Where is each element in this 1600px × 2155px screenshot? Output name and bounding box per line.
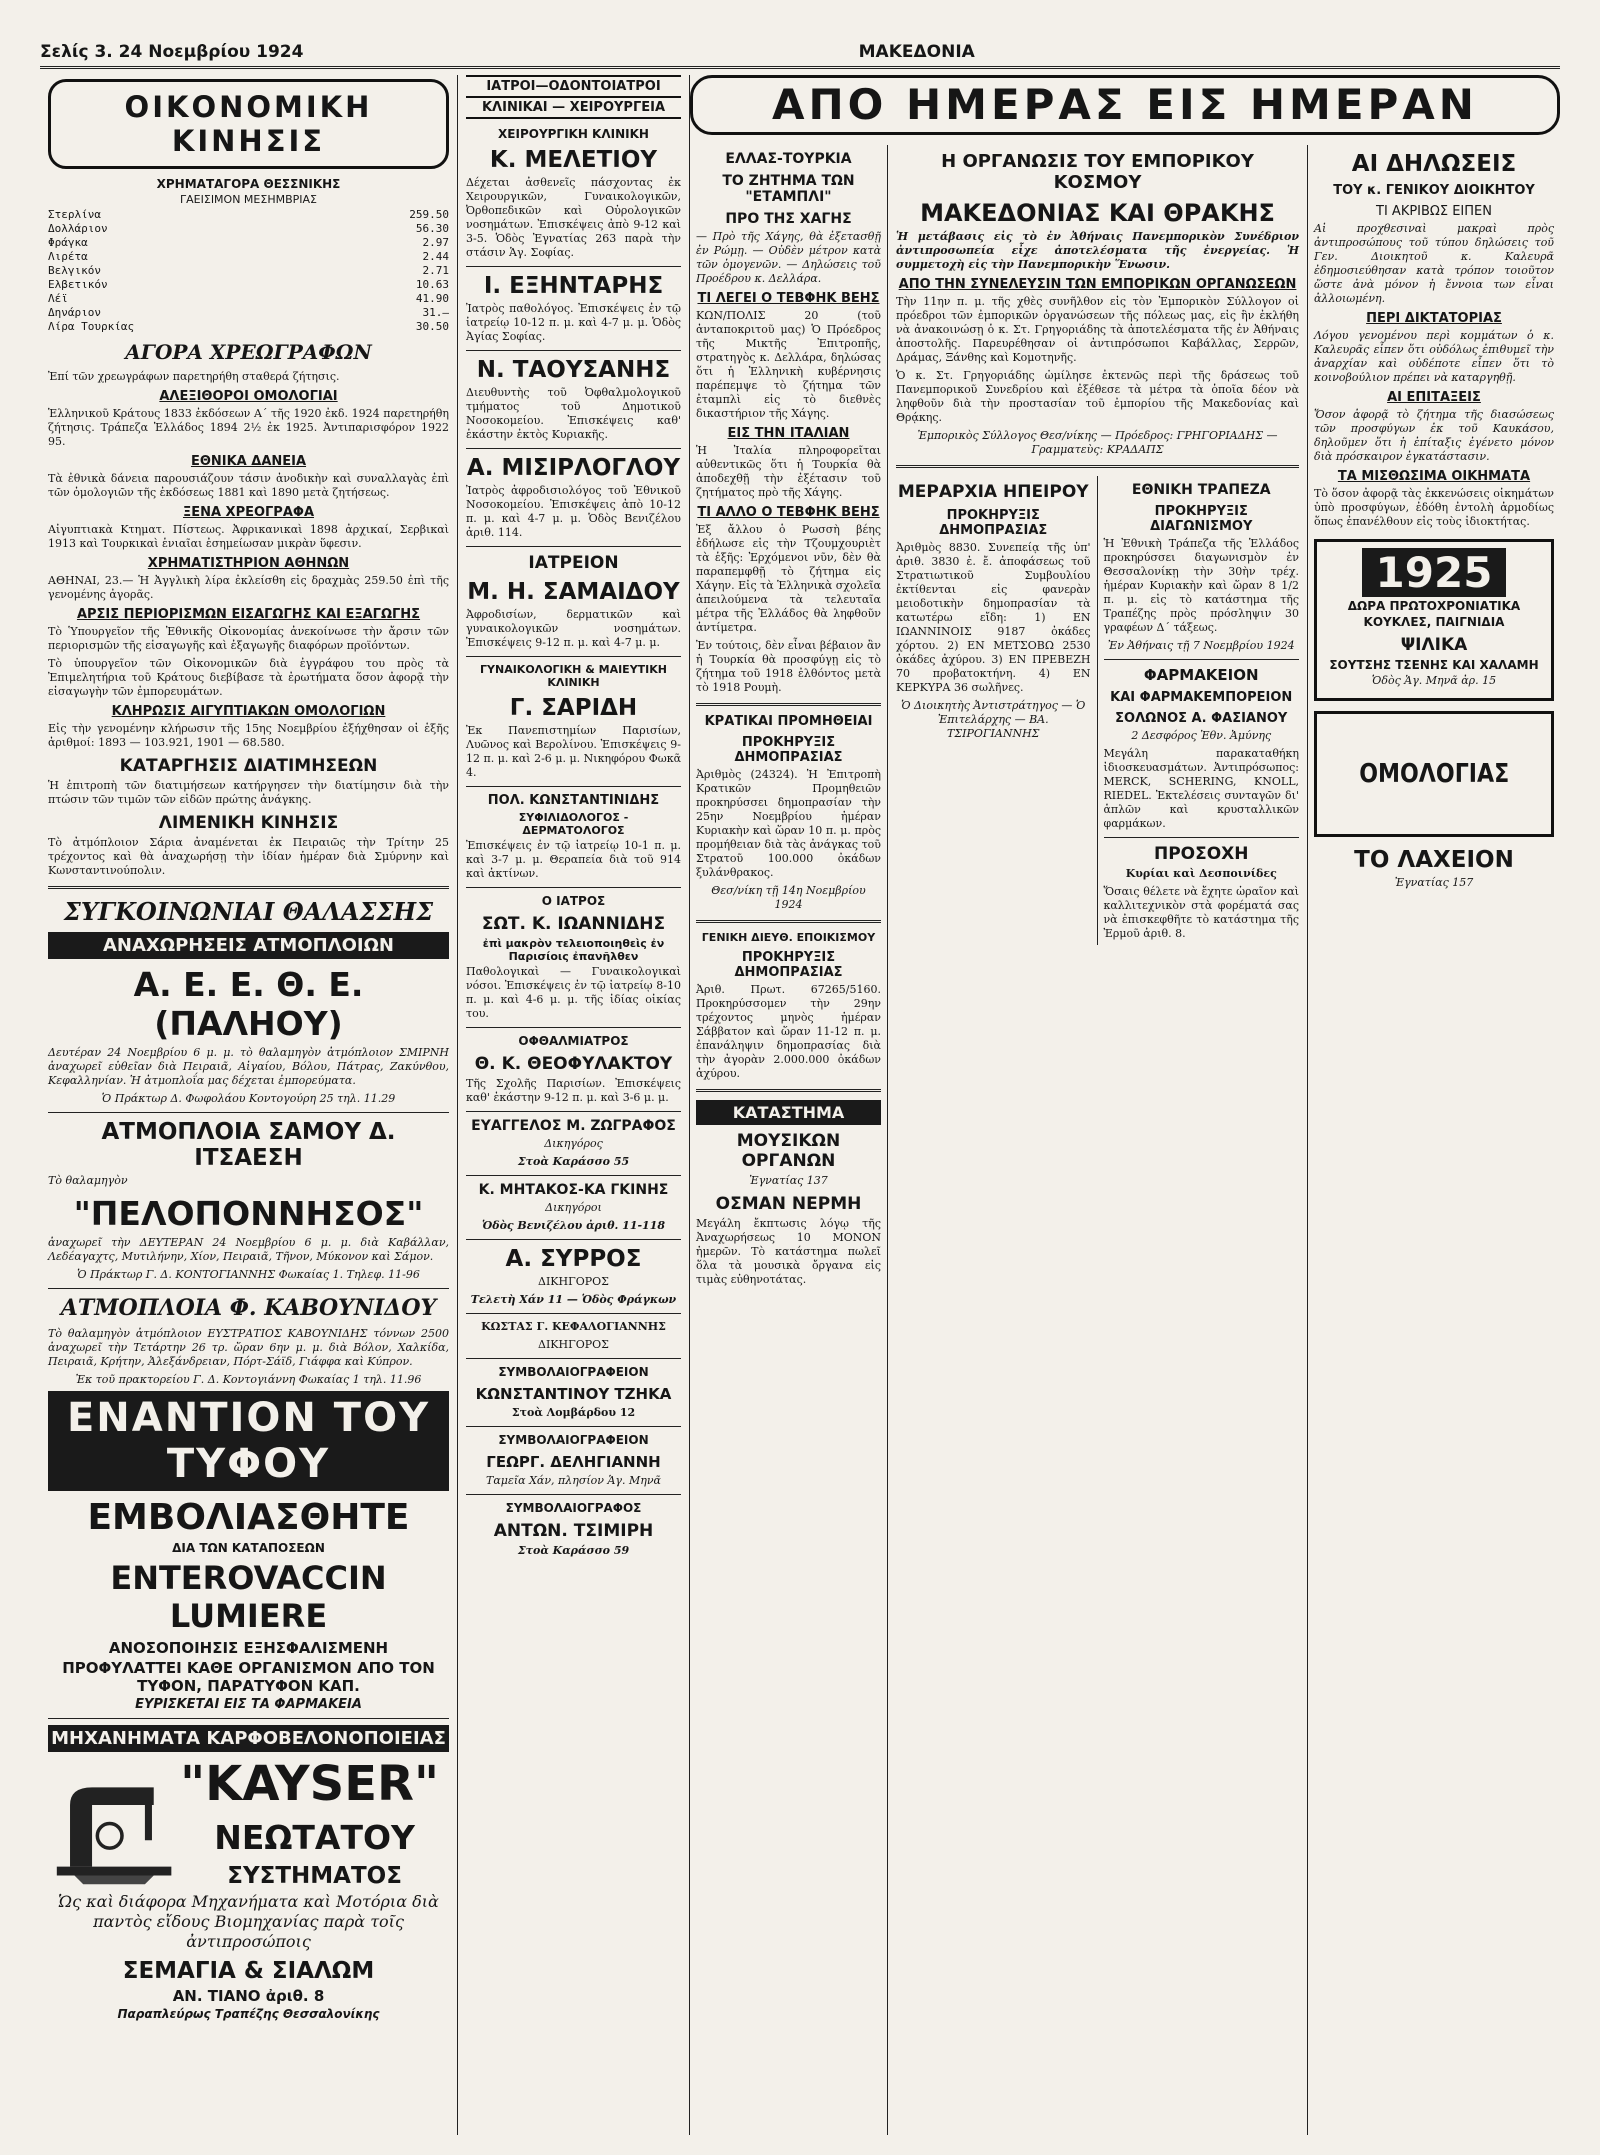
sygk-title: ΣΥΓΚΟΙΝΩΝΙΑΙ ΘΑΛΑΣΣΗΣ: [63, 897, 434, 926]
aeeth-title: Α. Ε. Ε. Θ. Ε. (ΠΑΛΗΟΥ): [133, 965, 364, 1043]
ipeirou-sub: ΠΡΟΚΗΡΥΞΙΣ ΔΗΜΟΠΡΑΣΙΑΣ: [939, 508, 1048, 538]
divider: [48, 886, 449, 889]
ad-1925-text3: ΨΙΛΙΚΑ: [1400, 635, 1468, 655]
organ-text2: Ὁ κ. Στ. Γρηγοριάδης ὡμίλησε ἐκτενῶς περὶ τῆς δράσεως τοῦ Πανεμπορικοῦ Συνεδρίου καὶ ἐξέθεσε τὰ μέτρα τὰ ὁποῖα δέον νὰ ληφθοῦν διὰ τὴν προστασίαν τοῦ ἐμπορίου τῆς Μακεδονίας καὶ Θρᾴκης.: [896, 369, 1299, 424]
allo-text2: Ἐν τούτοις, δὲν εἶναι βέβαιον ἂν ἡ Τουρκία θὰ προσφύγῃ εἰς τὸ ζήτημα τοῦ 1918 ἐλθόντος μετὰ τὸ 1918 Ρουμὴ.: [696, 639, 881, 694]
divider: [466, 1175, 681, 1176]
gr-tr-sub2: ΠΡΟ ΤΗΣ ΧΑΓΗΣ: [725, 211, 852, 227]
divider: [466, 350, 681, 351]
rate-row: [48, 278, 449, 292]
news-col-a: [690, 145, 888, 2135]
rate-name: Στερλίνα: [48, 208, 101, 221]
prosoxi-text: Ὅσαις θέλετε νὰ ἔχητε ὡραῖον καὶ καλλιτεχνικὸν στὰ φορέματά σας νὰ ἐπισκεφθῆτε τὸ κατάστημα τῆς Ἐρμοῦ ἀριθ. 8.: [1103, 885, 1299, 940]
dilos-text: Αἱ προχθεσιναὶ μακραὶ πρὸς ἀντιπροσώπους τοῦ τύπου δηλώσεις τοῦ Γεν. Διοικητοῦ κ. Καλευρᾶ ἐδημοσιεύθησαν κατὰ τρόπον τοιοῦτον ὥστε ἀνὰ μόνον ἡ ἔννοια των εἶναι ἀλλοιωμένη.: [1314, 222, 1554, 305]
pharm-sub: ΚΑΙ ΦΑΡΜΑΚΕΜΠΟΡΕΙΟΝ: [1110, 690, 1293, 705]
dilos-sub: ΤΟΥ κ. ΓΕΝΙΚΟΥ ΔΙΟΙΚΗΤΟΥ: [1333, 183, 1535, 198]
kliroseis-text: Εἰς τὴν γενομένην κλήρωσιν τῆς 15ης Νοεμβρίου ἐξήχθησαν οἱ ἑξῆς ἀριθμοί: 1893 — 103.921, 1901 — 68.580.: [48, 722, 449, 749]
mixan-title: ΜΗΧΑΝΗΜΑΤΑ ΚΑΡΦΟΒΕΛΟΝΟΠΟΙΕΙΑΣ: [48, 1725, 449, 1752]
mixan-text: Ὡς καὶ διάφορα Μηχανήματα καὶ Μοτόρια διὰ παντὸς εἴδους Βιομηχανίας παρὰ τοῖς ἀντιπροσώποις: [58, 1892, 439, 1951]
kavoun-text: Τὸ θαλαμηγὸν ἀτμόπλοιον ΕΥΣΤΡΑΤΙΟΣ ΚΑΒΟΥΝΙΔΗΣ τόννων 2500 ἀναχωρεῖ τὴν Τετάρτην 26 τρ. ὥραν 6ην μ. μ. διὰ Βόλον, Χαλκίδα, Πειραιᾶ, Κρήτην, Ἀλεξάνδρειαν, Πόρτ-Σάϊδ, Γιάφφα καὶ Κύπρον.: [48, 1327, 449, 1368]
rate-row: [48, 292, 449, 306]
rate-name: Λιρέτα: [48, 250, 88, 263]
organ-title: Η ΟΡΓΑΝΩΣΙΣ ΤΟΥ ΕΜΠΟΡΙΚΟΥ ΚΟΣΜΟΥ: [941, 151, 1254, 193]
zografos: ΕΥΑΓΓΕΛΟΣ Μ. ΖΩΓΡΑΦΟΣ: [471, 1118, 676, 1134]
ethnika-title: ΕΘΝΙΚΑ ΔΑΝΕΙΑ: [190, 454, 307, 469]
katastima-sub: ΜΟΥΣΙΚΩΝ ΟΡΓΑΝΩΝ: [736, 1131, 841, 1171]
agora-title: ΑΓΟΡΑ ΧΡΕΩΓΡΑΦΩΝ: [125, 340, 372, 364]
epitaxeis-text: Ὅσον ἀφορᾷ τὸ ζήτημα τῆς διασώσεως τῶν προσφύγων ἐκ τοῦ Καυκάσου, δηλοῦμεν ὅτι ἡ ἐπίταξις ἐγένετο μόνον διὰ πρόσκαιρον ἐγκατάστασιν.: [1314, 408, 1554, 463]
saridi-sub: ΓΥΝΑΙΚΟΛΟΓΙΚΗ & ΜΑΙΕΥΤΙΚΗ ΚΛΙΝΙΚΗ: [480, 663, 667, 689]
arsis-title: ΑΡΣΙΣ ΠΕΡΙΟΡΙΣΜΩΝ ΕΙΣΑΓΩΓΗΣ ΚΑΙ ΕΞΑΓΩΓΗΣ: [76, 607, 421, 622]
divider: [466, 266, 681, 267]
allo-title: ΤΙ ΑΛΛΟ Ο ΤΕΒΦΗΚ ΒΕΗΣ: [697, 505, 880, 520]
exintaris: Ι. ΕΞΗΝΤΑΡΗΣ: [483, 273, 664, 299]
tsimiri-addr: Στοὰ Καράσσο 59: [517, 1544, 630, 1557]
rate-value: 30.50: [415, 320, 449, 333]
emvol-title: ΕΜΒΟΛΙΑΣΘΗΤΕ: [87, 1497, 410, 1538]
organ-h3: ΑΠΟ ΤΗΝ ΣΥΝΕΛΕΥΣΙΝ ΤΩΝ ΕΜΠΟΡΙΚΩΝ ΟΡΓΑΝΩΣΕΩΝ: [898, 277, 1297, 292]
syrros: Α. ΣΥΡΡΟΣ: [505, 1246, 642, 1272]
geniki-title: ΓΕΝΙΚΗ ΔΙΕΥΘ. ΕΠΟΙΚΙΣΜΟΥ: [701, 931, 876, 944]
katastima-owner: ΟΣΜΑΝ ΝΕΡΜΗ: [715, 1194, 862, 1214]
news-col-b: [888, 145, 1308, 2135]
ad-1925-owner: ΣΟΥΤΣΗΣ ΤΣΕΝΗΣ ΚΑΙ ΧΑΛΑΜΗ: [1329, 658, 1539, 672]
lachnion: ΤΟ ΛΑΧΕΙΟΝ: [1354, 847, 1514, 873]
lumiere-title: ENTEROVACCIN LUMIERE: [110, 1559, 387, 1635]
exchange-title: ΧΡΗΜΑΤΑΓΟΡΑ ΘΕΣΣΝΙΚΗΣ: [156, 177, 341, 191]
rate-row: [48, 250, 449, 264]
misirloglou-text: Ἰατρὸς ἀφροδισιολόγος τοῦ Ἐθνικοῦ Νοσοκομείου. Ἐπισκέψεις ἀπὸ 10-12 π. μ. καὶ 4-7 μ. μ. Ὁδὸς Βενιζέλου ἀριθ. 114.: [466, 484, 681, 539]
kavoun-title: ΑΤΜΟΠΛΟΙΑ Φ. ΚΑΒΟΥΝΙΔΟΥ: [60, 1295, 437, 1321]
theofylaktou: Θ. Κ. ΘΕΟΦΥΛΑΚΤΟΥ: [474, 1054, 673, 1074]
rate-value: 2.44: [422, 250, 449, 263]
kratikon-place: Θεσ/νίκη τῇ 14η Νοεμβρίου 1924: [711, 884, 866, 911]
kratikon-sub: ΠΡΟΚΗΡΥΞΙΣ ΔΗΜΟΠΡΑΣΙΑΣ: [734, 735, 843, 765]
mitakos: Κ. ΜΗΤΑΚΟΣ-ΚΑ ΓΚΙΝΗΣ: [478, 1182, 669, 1198]
masthead: [40, 22, 1560, 69]
diktat-text: Λόγου γενομένου περὶ κομμάτων ὁ κ. Καλευρᾶς εἶπεν ὅτι οὐδόλως ἐπιθυμεῖ τὴν ἀναρχίαν καὶ οὐδέποτε εἶπεν ὅτι τὸ κοινοβούλιον πρέπει νὰ καταργηθῇ.: [1314, 329, 1554, 384]
news-col-c: [1308, 145, 1560, 2135]
rate-name: Βελγικόν: [48, 264, 101, 277]
notices-row: [896, 476, 1299, 945]
rate-name: Λέϊ: [48, 292, 68, 305]
samos-agent: Ὁ Πράκτωρ Γ. Δ. ΚΟΝΤΟΓΙΑΝΝΗΣ Φωκαίας 1. Τηλεφ. 11-96: [77, 1268, 420, 1281]
issue-date: Σελίς 3. 24 Νοεμβρίου 1924: [40, 42, 304, 62]
samos-sub: Τὸ θαλαμηγὸν: [48, 1174, 128, 1187]
deligiannis: ΓΕΩΡΓ. ΔΕΛΗΓΙΑΝΝΗ: [486, 1453, 661, 1471]
agora-text: Ἐπί τῶν χρεωγράφων παρετηρήθη σταθερά ζήτησις.: [48, 370, 340, 383]
symv2: ΣΥΜΒΟΛΑΙΟΓΡΑΦΕΙΟΝ: [498, 1433, 649, 1447]
kavoun-agent: Ἐκ τοῦ πρακτορείου Γ. Δ. Κοντογιάννη Φωκαίας 1 τηλ. 11.96: [75, 1373, 422, 1386]
kefalogiannis: ΚΩΣΤΑΣ Γ. ΚΕΦΑΛΟΓΙΑΝΝΗΣ: [481, 1320, 666, 1333]
limeniki-text: Τὸ ἀτμόπλοιον Σάρια ἀναμένεται ἐκ Πειραιῶς τὴν Τρίτην 25 τρέχοντος καὶ θὰ ἀναχωρήσῃ τὴν ἰδίαν ἡμέραν διὰ Σμύρνην καὶ Κωνσταντινούπολιν.: [48, 836, 449, 877]
economy-banner: ΟΙΚΟΝΟΜΙΚΗ ΚΙΝΗΣΙΣ: [48, 79, 449, 169]
divider: [896, 465, 1299, 468]
rate-value: 2.97: [422, 236, 449, 249]
limeniki-title: ΛΙΜΕΝΙΚΗ ΚΙΝΗΣΙΣ: [158, 813, 339, 833]
tsimiri: ΑΝΤΩΝ. ΤΣΙΜΙΡΗ: [493, 1521, 654, 1541]
kataposeis: ΔΙΑ ΤΩΝ ΚΑΤΑΠΟΣΕΩΝ: [172, 1541, 325, 1555]
konst-sub: ΣΥΦΙΛΙΔΟΛΟΓΟΣ - ΔΕΡΜΑΤΟΛΟΓΟΣ: [518, 811, 629, 837]
organ-text: Τὴν 11ην π. μ. τῆς χθὲς συνῆλθον εἰς τὸν Ἐμπορικὸν Σύλλογον οἱ πρόεδροι τῶν ἐμπορικῶν ὀργανώσεων τῆς πόλεως μας, εἰς ἣν ἐκλήθη νὰ ἀνακοινώσῃ ὁ κ. Στ. Γρηγοριάδης τὰ ἀποτελέσματα τῆς ἐν Ἀθήναις ἀποστολῆς. Παρευρέθησαν οἱ ἀντιπρόσωποι Καβάλλας, Σερρῶν, Δράμας, Ξάνθης καὶ Κομοτηνῆς.: [896, 295, 1299, 364]
semagia-addr: Παραπλεύρως Τραπέζης Θεσσαλονίκης: [117, 2007, 380, 2021]
arsis-text: Τὸ Ὑπουργεῖον τῆς Ἐθνικῆς Οἰκονομίας ἀνεκοίνωσε τὴν ἄρσιν τῶν περιορισμῶν τῆς εἰσαγωγῆς καὶ ἐξαγωγῆς διαφόρων προϊόντων.: [48, 625, 449, 652]
athens-text: ΑΘΗΝΑΙ, 23.— Ἡ Ἀγγλικὴ λίρα ἐκλείσθη εἰς δραχμὰς 259.50 ἐπὶ τῆς γενομένης ἀγορᾶς.: [48, 574, 449, 601]
katastima-title: ΚΑΤΑΣΤΗΜΑ: [696, 1100, 881, 1125]
alex-title: ΑΛΕΞΙΘΟΡΟΙ ΟΜΟΛΟΓΙΑΙ: [159, 389, 338, 404]
ioannidis-sub: ἐπὶ μακρὸν τελειοποιηθεὶς ἐν Παρισίοις ἐπανῆλθεν: [482, 937, 665, 963]
tiano: ΑΝ. ΤΙΑΝΟ ἀριθ. 8: [172, 1987, 325, 2005]
katargisis-text: Ἡ ἐπιτροπὴ τῶν διατιμήσεων κατήργησεν τὴν διατίμησιν διὰ τὴν πτώσιν τῶν τιμῶν τῶν εἰδῶν πρώτης ἀνάγκης.: [48, 779, 449, 806]
ipeirou-text: Ἀριθμὸς 8830. Συνεπείᾳ τῆς ὑπ' ἀριθ. 3830 ἐ. ἔ. ἀποφάσεως τοῦ Στρατιωτικοῦ Συμβουλίου ἐκτίθενται εἰς φανερὰν μειοδοτικὴν δημοπρασίαν τὰ κατωτέρω εἴδη: 1) ΕΝ ΙΩΑΝΝΙΝΟΙΣ 9187 ὀκάδες χόρτου. 2) ΕΝ ΜΕΤΣΟΒΩ 2530 ὀκάδες ἀχύρου. 3) ΕΝ ΠΡΕΒΕΖΗ 70 προβατοκτήνη. 4) ΕΝ ΚΕΡΚΥΡΑ 36 σωλῆνες.: [896, 541, 1091, 694]
ethniki-block: [1098, 476, 1300, 945]
divider: [466, 1494, 681, 1495]
rate-row: [48, 222, 449, 236]
pharm-title: ΦΑΡΜΑΚΕΙΟΝ: [1143, 666, 1259, 684]
divider: [466, 656, 681, 657]
iatros: Ο ΙΑΤΡΟΣ: [541, 894, 606, 908]
misirloglou: Α. ΜΙΣΙΡΛΟΓΛΟΥ: [466, 455, 681, 481]
zografos-addr: Στοὰ Καράσσο 55: [517, 1155, 630, 1168]
ad-1925: [1314, 539, 1554, 701]
dilos-title: ΑΙ ΔΗΛΩΣΕΙΣ: [1351, 151, 1517, 177]
rate-value: 56.30: [415, 222, 449, 235]
konst-text: Ἐπισκέψεις ἐν τῷ ἰατρείῳ 10-1 π. μ. καὶ 3-7 μ. μ. Θεραπεία διὰ τοῦ 914 καὶ ἀκτίνων.: [466, 839, 681, 880]
samos-title: ΑΤΜΟΠΛΟΙΑ ΣΑΜΟΥ Δ. ΙΤΣΑΕΣΗ: [101, 1119, 396, 1171]
dilos-sub2: ΤΙ ΑΚΡΙΒΩΣ ΕΙΠΕΝ: [1376, 204, 1492, 219]
ethniki-sub: ΠΡΟΚΗΡΥΞΙΣ ΔΙΑΓΩΝΙΣΜΟΥ: [1150, 504, 1253, 534]
italia-text: Ἡ Ἰταλία πληροφορεῖται αὐθεντικῶς ὅτι ἡ Τουρκία θὰ ἀποδεχθῇ τὴν ἐξέτασιν τοῦ ζητήματος πρὸ τῆς Χάγης.: [696, 444, 881, 499]
pharm-owner: ΣΟΛΩΝΟΣ Α. ΦΑΣΙΑΝΟΥ: [1115, 711, 1288, 726]
meletiou-text: Δέχεται ἀσθενεῖς πάσχοντας ἐκ Χειρουργικῶν, Γυναικολογικῶν, Ὀρθοπεδικῶν καὶ Οὐρολογικῶν νοσημάτων. Ἐπισκέψεις ἀπὸ 9-12 καὶ 3-5. Ὁδὸς Ἐγνατίας 263 παρὰ τὴν στάσιν Ἁγ. Σοφίας.: [466, 176, 681, 259]
kayser-brand: "KAYSER": [180, 1756, 439, 1812]
pharm-text: Μεγάλη παρακαταθήκη ἰδιοσκευασμάτων. Ἀντιπρόσωπος: MERCK, SCHERING, KNOLL, RIEDEL. Ἐκτελέσεις συνταγῶν δι' ἁπλῶν καὶ κρυσταλλικῶν φαρμάκων.: [1103, 747, 1299, 830]
ioannidis-text: Παθολογικαὶ — Γυναικολογικαὶ νόσοι. Ἐπισκέψεις ἐν τῷ ἰατρείῳ 8-10 π. μ. καὶ 4-6 μ. μ. τῆς ἰδίας οἰκίας του.: [466, 965, 681, 1020]
divider: [466, 1358, 681, 1359]
divider: [466, 1111, 681, 1112]
anosopoiisis: ΑΝΟΣΟΠΟΙΗΣΙΣ ΕΞΗΣΦΑΛΙΣΜΕΝΗ: [108, 1639, 389, 1657]
rate-value: 10.63: [415, 278, 449, 291]
column-doctors: [458, 75, 690, 2135]
epitaxeis-title: ΑΙ ΕΠΙΤΑΞΕΙΣ: [1387, 390, 1481, 405]
profylattei: ΠΡΟΦΥΛΑΤΤΕΙ ΚΑΘΕ ΟΡΓΑΝΙΣΜΟΝ ΑΠΟ ΤΟΝ ΤΥΦΟΝ, ΠΑΡΑΤΥΦΟΝ ΚΑΠ.: [62, 1659, 435, 1695]
sewing-machine-icon: [48, 1762, 180, 1892]
divider: [48, 1718, 449, 1719]
doctors-header-1: ΙΑΤΡΟΙ—ΟΔΟΝΤΟΙΑΤΡΟΙ: [466, 75, 681, 98]
ipeirou-block: [896, 476, 1098, 945]
rate-name: Λίρα Τουρκίας: [48, 320, 135, 333]
semagia: ΣΕΜΑΓΙΑ & ΣΙΑΛΩΜ: [122, 1958, 375, 1984]
doctors-header-2: ΚΛΙΝΙΚΑΙ — ΧΕΙΡΟΥΡΓΕΙΑ: [466, 98, 681, 119]
ophth-title: ΟΦΘΑΛΜΙΑΤΡΟΣ: [518, 1034, 629, 1048]
konst-title: ΠΟΛ. ΚΩΝΣΤΑΝΤΙΝΙΔΗΣ: [487, 793, 660, 808]
diktat-title: ΠΕΡΙ ΔΙΚΤΑΤΟΡΙΑΣ: [1366, 311, 1502, 326]
ad-1925-text: ΔΩΡΑ ΠΡΩΤΟΧΡΟΝΙΑΤΙΚΑ: [1347, 599, 1521, 613]
rate-value: 2.71: [422, 264, 449, 277]
exchange-subtitle: ΓΑΕΙΣΙΜΟΝ ΜΕΣΗΜΒΡΙΑΣ: [180, 193, 317, 206]
divider: [1104, 837, 1300, 838]
aeeth-text: Δευτέραν 24 Νοεμβρίου 6 μ. μ. τὸ θαλαμηγὸν ἀτμόπλοιον ΣΜΙΡΝΗ ἀναχωρεῖ εὐθεῖαν διὰ Πειραιᾶ, Αἰγαίου, Βόλου, Πάτρας, Ζακύνθου, Κεφαλληνίαν. Ἡ ἀτμοπλοΐα μας δέχεται ἐμπορεύματα.: [48, 1046, 449, 1087]
kratikon-title: ΚΡΑΤΙΚΑΙ ΠΡΟΜΗΘΕΙΑΙ: [704, 714, 873, 729]
divider: [48, 1288, 449, 1289]
divider: [466, 1426, 681, 1427]
allo-text: Ἐξ ἄλλου ὁ Ρωσσὴ βέης ἐδήλωσε εἰς τὴν Τζουμχουριὲτ τὰ ἑξῆς: Ἐρχόμενοι νῦν, δὲν θὰ παραπεμφθῇ τὸ ζήτημα εἰς Χάγην. Εἰς τὰ Ἑλληνικὰ σχολεῖα ἀπειλούμενα τὰ τελευταῖα μέτρα τῆς Ἑλλάδος θὰ ληφθοῦν ἀντίμετρα.: [696, 523, 881, 634]
kratikon-text: Ἀριθμὸς (24324). Ἡ Ἐπιτροπὴ Κρατικῶν Προμηθειῶν προκηρύσσει δημοπρασίαν τὴν 25ην Νοεμβρίου ἡμέραν Κυριακὴν καὶ ὥραν 10 π. μ. πρὸς προμήθειαν διὰ τὰς ἀνάγκας τοῦ Στρατοῦ 100.000 ὀκάδων ξυλάνθρακος.: [696, 768, 881, 879]
deligiannis-addr: Ταμεῖα Χάν, πλησίον Ἁγ. Μηνᾶ: [486, 1474, 661, 1487]
samos-text: ἀναχωρεῖ τὴν ΔΕΥΤΕΡΑΝ 24 Νοεμβρίου 6 μ. μ. διὰ Καβάλλαν, Λεδέαγαχτς, Μυτιλήνην, Χίον, Πειραιᾶ, Τῆνον, Μύκονον καὶ Σάμον.: [48, 1236, 449, 1263]
divider: [696, 1089, 881, 1092]
ethnika-text: Τὰ ἐθνικὰ δάνεια παρουσιάζουν τάσιν ἀνοδικὴν καὶ συναλλαγὰς ἐπὶ τῶν ὁμολογιῶν τῆς ἐκδόσεως 1881 καὶ 1890 μετὰ ζητήσεως.: [48, 472, 449, 499]
neotatou: ΝΕΩΤΑΤΟΥ: [214, 1818, 415, 1857]
mitakos-addr: Ὁδὸς Βενιζέλου ἀριθ. 11-118: [481, 1219, 666, 1232]
rate-name: Ελβετικόν: [48, 278, 108, 291]
divider: [1104, 659, 1300, 660]
geniki-text: Ἀριθ. Πρωτ. 67265/5160. Προκηρύσσομεν τὴν 29ην τρέχοντος μηνὸς ἡμέραν Σάββατον καὶ ὥραν 11-12 π. μ. ἐπανάληψιν δημοπρασίας διὰ τὴν ἀγορὰν 2.000.000 ὀκάδων ἀχύρου.: [696, 983, 881, 1080]
ioannidis: ΣΩΤ. Κ. ΙΩΑΝΝΙΔΗΣ: [481, 914, 666, 934]
ad-1925-year: 1925: [1362, 548, 1507, 597]
newspaper-title: ΜΑΚΕΔΟΝΙΑ: [858, 42, 975, 62]
alex-text: Ἑλληνικοῦ Κράτους 1833 ἐκδόσεων Α΄ τῆς 1920 ἐκδ. 1924 παρετηρήθη ζήτησις. Τράπεζα Ἑλλάδος 1894 2½ ἐκ 1925. Ἀντιπαρισφόρον 1922 95.: [48, 407, 449, 448]
gr-tr-title: ΕΛΛΑΣ-ΤΟΥΡΚΙΑ: [725, 151, 852, 167]
divider: [466, 1027, 681, 1028]
systimatos: ΣΥΣΤΗΜΑΤΟΣ: [227, 1863, 402, 1889]
samaidou-text: Ἀφροδισίων, δερματικῶν καὶ γυναικολογικῶν νοσημάτων. Ἐπισκέψεις 9-12 π. μ. καὶ 4-7 μ. μ.: [466, 608, 681, 649]
samaidou: Μ. Η. ΣΑΜΑΙΔΟΥ: [467, 579, 680, 605]
pharmakeia: ΕΥΡΙΣΚΕΤΑΙ ΕΙΣ ΤΑ ΦΑΡΜΑΚΕΙΑ: [135, 1697, 362, 1712]
organ-sub: Ἡ μετάβασις εἰς τὸ ἐν Ἀθήναις Πανεμπορικὸν Συνέδριον ἀντιπροσωπεία εἶχε ἀποτελέσματα τῆς ἐνεργείας. Ἡ συμμετοχὴ εἰς τὴν Πανεμπορικὴν Ἕνωσιν.: [896, 230, 1299, 271]
taousanis: Ν. ΤΑΟΥΣΑΝΗΣ: [476, 357, 671, 383]
organ-big: ΜΑΚΕΔΟΝΙΑΣ ΚΑΙ ΘΡΑΚΗΣ: [920, 199, 1275, 227]
gr-tr-text: — Πρὸ τῆς Χάγης, θὰ ἐξετασθῇ ἐν Ρώμῃ. — Οὐδὲν μέτρον κατὰ τῶν ὁμογενῶν. — Δηλώσεις τοῦ Προέδρου κ. Δελλάρα.: [696, 230, 881, 285]
sub-text: Τὸ ὑπουργεῖον τῶν Οἰκονομικῶν διὰ ἐγγράφου του πρὸς τὰ Ἐπιμελητήρια τοῦ Κράτους διεβίβασε τὰ ἐρωτήματα ὅσον ἀφορᾷ τὴν εἰσαγωγὴν τῶν ἐμπορευμάτων.: [48, 657, 449, 698]
column-news: [690, 75, 1560, 2135]
kayser-text: [180, 1752, 449, 1892]
exchange-rates-list: [48, 208, 449, 334]
ad-1925-addr: Ὁδὸς Ἁγ. Μηνᾶ ἀρ. 15: [1371, 674, 1497, 687]
divider: [466, 448, 681, 449]
organ-sig: Ἐμπορικὸς Σύλλογος Θεσ/νίκης — Πρόεδρος: ΓΡΗΓΟΡΙΑΔΗΣ — Γραμματεὺς: ΚΡΑΔΑΠΣ: [917, 429, 1278, 456]
samos-ship: "ΠΕΛΟΠΟΝΝΗΣΟΣ": [73, 1194, 424, 1233]
timis-text: ΚΩΝ/ΠΟΛΙΣ 20 (τοῦ ἀνταποκριτοῦ μας) Ὁ Πρόεδρος τῆς Μικτῆς Ἐπιτροπῆς, στρατηγὸς κ. Δελλάρα, δηλώσας ὅτι ἡ Ἑλληνικὴ κυβέρνησις παρέπεμψε τὸ ζήτημα τῶν ἐταμπλὶ εἰς τὸ διεθνὲς δικαστήριον τῆς Χάγης.: [696, 309, 881, 420]
prosoxi-sub: Κυρίαι καὶ Δεσποινίδες: [1125, 867, 1277, 880]
divider: [466, 1313, 681, 1314]
timis-title: ΤΙ ΛΕΓΕΙ Ο ΤΕΒΦΗΚ ΒΕΗΣ: [697, 291, 880, 306]
oikimata-text: Τὸ ὅσον ἀφορᾷ τὰς ἐκκενώσεις οἰκημάτων ὑπὸ προσφύγων, ἐδόθη ἐντολὴ ἀρμοδίως ὅπως ἐπανέλθουν εἰς τοὺς ἰδιοκτήτας.: [1314, 487, 1554, 528]
athens-title: ΧΡΗΜΑΤΙΣΤΗΡΙΟΝ ΑΘΗΝΩΝ: [147, 556, 350, 571]
gr-tr-sub: ΤΟ ΖΗΤΗΜΑ ΤΩΝ "ΕΤΑΜΠΛΙ": [722, 173, 855, 205]
rate-row: [48, 306, 449, 320]
anax-title: ΑΝΑΧΩΡΗΣΕΙΣ ΑΤΜΟΠΛΟΙΩΝ: [48, 932, 449, 959]
rate-row: [48, 264, 449, 278]
italia-title: ΕΙΣ ΤΗΝ ΙΤΑΛΙΑΝ: [727, 426, 850, 441]
rate-value: 41.90: [415, 292, 449, 305]
symv3: ΣΥΜΒΟΛΑΙΟΓΡΑΦΟΣ: [505, 1501, 642, 1515]
xena-title: ΞΕΝΑ ΧΡΕΟΓΡΑΦΑ: [182, 505, 315, 520]
katastima-addr: Ἐγνατίας 137: [749, 1174, 828, 1187]
ad-1925-text2: ΚΟΥΚΛΕΣ, ΠΑΙΓΝΙΔΙΑ: [1363, 615, 1505, 629]
kliroseis-title: ΚΛΗΡΩΣΙΣ ΑΙΓΥΠΤΙΑΚΩΝ ΟΜΟΛΟΓΙΩΝ: [111, 704, 386, 719]
theofylaktou-text: Τῆς Σχολῆς Παρισίων. Ἐπισκέψεις καθ' ἑκάστην 9-12 π. μ. καὶ 3-6 μ. μ.: [466, 1077, 681, 1104]
ethniki-title: ΕΘΝΙΚΗ ΤΡΑΠΕΖΑ: [1131, 482, 1271, 498]
divider: [696, 920, 881, 923]
lachnion-sub: Ἐγνατίας 157: [1394, 876, 1474, 889]
divider: [466, 887, 681, 888]
rate-value: 31.—: [422, 306, 449, 319]
rate-row: [48, 236, 449, 250]
ethniki-place: Ἐν Ἀθήναις τῇ 7 Νοεμβρίου 1924: [1107, 639, 1295, 652]
syrros-addr: Τελετὴ Χάν 11 — Ὁδὸς Φράγκων: [470, 1293, 677, 1306]
divider: [466, 786, 681, 787]
symv1: ΣΥΜΒΟΛΑΙΟΓΡΑΦΕΙΟΝ: [498, 1365, 649, 1379]
rate-name: Δηνάριον: [48, 306, 101, 319]
iatreion-title: ΙΑΤΡΕΙΟΝ: [528, 553, 619, 573]
meletiou-sub: ΧΕΙΡΟΥΡΓΙΚΗ ΚΛΙΝΙΚΗ: [498, 127, 649, 141]
rate-value: 259.50: [409, 208, 449, 221]
saridi-text: Ἐκ Πανεπιστημίων Παρισίων, Λυῶνος καὶ Βερολίνου. Ἐπισκέψεις 9-12 π. μ. καὶ 2-6 μ. μ. Νικηφόρου Φωκᾶ 4.: [466, 724, 681, 779]
news-banner: ΑΠΟ ΗΜΕΡΑΣ ΕΙΣ ΗΜΕΡΑΝ: [690, 75, 1560, 135]
rate-row: [48, 208, 449, 222]
geniki-sub: ΠΡΟΚΗΡΥΞΙΣ ΔΗΜΟΠΡΑΣΙΑΣ: [734, 950, 843, 980]
divider: [696, 703, 881, 706]
kayser-block: [48, 1752, 449, 1892]
prosoxi-title: ΠΡΟΣΟΧΗ: [1153, 844, 1249, 864]
zografos-sub: Δικηγόρος: [544, 1137, 603, 1150]
syrros-sub: ΔΙΚΗΓΟΡΟΣ: [538, 1275, 609, 1288]
ethniki-text: Ἡ Ἐθνικὴ Τράπεζα τῆς Ἑλλάδος προκηρύσσει διαγωνισμὸν ἐν Θεσσαλονίκῃ τὴν 30ὴν τρέχ. ἡμέραν Κυριακὴν καὶ ὥραν 8 1/2 π. μ. εἰς τὸ κατάστημα τῆς Τραπέζης πρὸς πρόσληψιν 30 γραφέων Δ΄ τάξεως.: [1103, 537, 1299, 634]
mitakos-sub: Δικηγόροι: [545, 1201, 602, 1214]
rate-name: Δολλάριον: [48, 222, 108, 235]
ipeirou-title: ΜΕΡΑΡΧΙΑ ΗΠΕΙΡΟΥ: [897, 482, 1089, 502]
divider: [466, 546, 681, 547]
meletiou: Κ. ΜΕΛΕΤΙΟΥ: [489, 147, 658, 173]
divider: [48, 1112, 449, 1113]
ipeirou-sig: Ὁ Διοικητὴς Ἀντιστράτηγος — Ὁ Ἐπιτελάρχης — ΒΑ. ΤΣΙΡΟΓΙΑΝΝΗΣ: [901, 699, 1086, 740]
typhus-banner: ΕΝΑΝΤΙΟΝ ΤΟΥ ΤΥΦΟΥ: [48, 1391, 449, 1491]
aeeth-agent: Ὁ Πράκτωρ Δ. Φωφολάου Κοντογούρη 25 τηλ. 11.29: [101, 1092, 396, 1105]
pharm-addr: 2 Δεσφόρος Ἐθν. Ἀμύνης: [1131, 729, 1272, 742]
katargisis-title: ΚΑΤΑΡΓΗΣΙΣ ΔΙΑΤΙΜΗΣΕΩΝ: [119, 756, 378, 776]
omologias-ad: ΟΜΟΛΟΓΙΑΣ: [1314, 711, 1554, 837]
rate-row: [48, 320, 449, 334]
column-economy: [40, 75, 458, 2135]
katastima-text: Μεγάλη ἔκπτωσις λόγῳ τῆς Ἀναχωρήσεως 10 ΜΟΝΟΝ ἡμερῶν. Τὸ κατάστημα πωλεῖ ὅλα τὰ μουσικὰ ὄργανα εἰς τιμὰς εὐθηνοτάτας.: [696, 1217, 881, 1286]
tzikas-addr: Στοὰ Λομβάρδου 12: [511, 1406, 636, 1419]
taousanis-text: Διευθυντὴς τοῦ Ὀφθαλμολογικοῦ τμήματος τοῦ Δημοτικοῦ Νοσοκομείου. Ἐπισκέψεις καθ' ἑκάστην ἐκτὸς Κυριακῆς.: [466, 386, 681, 441]
kefalogiannis-sub: ΔΙΚΗΓΟΡΟΣ: [538, 1338, 609, 1351]
saridi: Γ. ΣΑΡΙΔΗ: [509, 695, 638, 721]
oikimata-title: ΤΑ ΜΙΣΘΩΣΙΜΑ ΟΙΚΗΜΑΤΑ: [1337, 469, 1531, 484]
divider: [466, 1239, 681, 1240]
tzikas: ΚΩΝΣΤΑΝΤΙΝΟΥ ΤΖΗΚΑ: [475, 1385, 672, 1403]
xena-text: Αἰγυπτιακὰ Κτηματ. Πίστεως. Ἀφρικανικαὶ 1898 ἀρχικαί, Σερβικαὶ 1913 καὶ Τουρκικαὶ ἑνιαῖαι ἐσημείωσαν μικρὰν ὕφεσιν.: [48, 523, 449, 550]
rate-name: Φράγκα: [48, 236, 88, 249]
exintaris-text: Ἰατρὸς παθολόγος. Ἐπισκέψεις ἐν τῷ ἰατρείῳ 10-12 π. μ. καὶ 4-7 μ. μ. Ὁδὸς Ἀγίας Σοφίας.: [466, 302, 681, 343]
